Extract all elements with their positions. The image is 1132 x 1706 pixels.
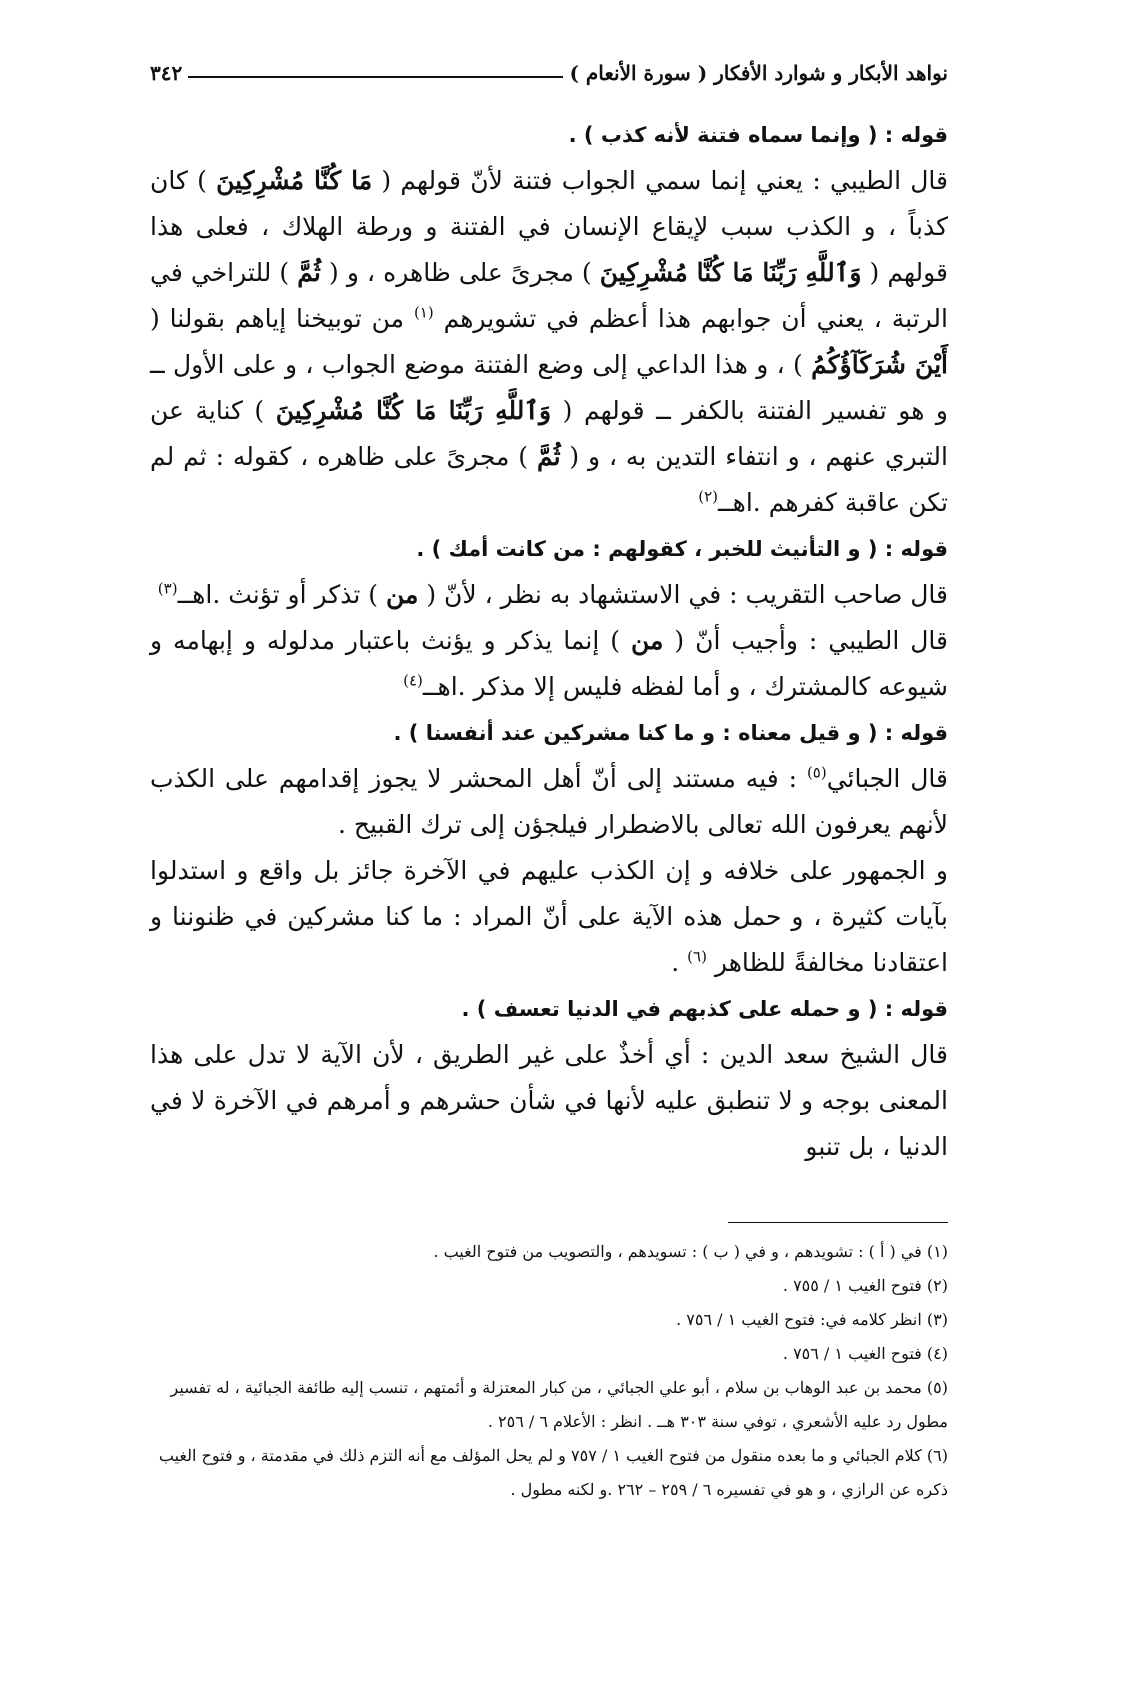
footnote: (٤) فتوح الغيب ١ / ٧٥٦ . <box>782 1344 948 1363</box>
text-run: ) مجرىً على ظاهره ، و ( <box>328 258 592 287</box>
footnote: (٣) انظر كلامه في: فتوح الغيب ١ / ٧٥٦ . <box>676 1310 948 1329</box>
text-run: . <box>671 948 680 977</box>
running-header <box>150 56 948 90</box>
paragraph <box>150 848 948 986</box>
text-run: ) إنما يذكر و يؤنث باعتبار مدلوله و إبهامه و شيوعه كالمشترك ، و أما لفظه فليس إلا مذكر .اهــ <box>150 626 948 701</box>
bold-term: من <box>385 580 419 609</box>
paragraph: قال الشيخ سعد الدين : أي أخذٌ على غير الطريق ، لأن الآية لا تدل على هذا المعنى بوجه و لا تنطبق عليه لأنها في شأن حشرهم و أمرهم في الآخرة لا في الدنيا ، بل تنبو <box>150 1040 948 1161</box>
section-heading: قوله : ( و حمله على كذبهم في الدنيا تعسف ) . <box>461 997 948 1021</box>
text-run: قال الطيبي : وأجيب أنّ ( <box>674 626 948 655</box>
text-run: قال الطيبي : يعني إنما سمي الجواب فتنة لأنّ قولهم ( <box>381 166 948 195</box>
header-title: نواهد الأبكار و شوارد الأفكار ( سورة الأنعام ) <box>569 61 948 85</box>
footnote-ref[interactable]: (٢) <box>698 487 719 506</box>
footnote-ref[interactable]: (٤) <box>403 671 423 690</box>
text-run: قال صاحب التقريب : في الاستشهاد به نظر ، لأنّ ( <box>426 580 948 609</box>
footnote: (٥) محمد بن عبد الوهاب بن سلام ، أبو علي الجبائي ، من كبار المعتزلة و أئمتهم ، تنسب إليه طائفة الجبائية ، له تفسير مطول رد عليه الأشعري ، توفي سنة ٣٠٣ هــ . انظر : الأعلام ٦ / ٢٥٦ . <box>170 1378 948 1431</box>
section-heading: قوله : ( و التأنيث للخبر ، كقولهم : من كانت أمك ) . <box>416 537 948 561</box>
paragraph <box>150 572 948 618</box>
footnote: (٦) كلام الجبائي و ما بعده منقول من فتوح الغيب ١ / ٧٥٧ و لم يحل المؤلف مع أنه التزم ذلك في مقدمتة ، و فتوح الغيب ذكره عن الرازي ، و هو في تفسيره ٦ / ٢٥٩ – ٢٦٢ .و لكنه مطول . <box>158 1446 948 1499</box>
footnote-ref[interactable]: (١) <box>413 303 434 322</box>
quran-quote: ثُمَّ <box>536 442 561 471</box>
text-run: ) كان كذباً ، و الكذب سبب لإيقاع الإنسان في الفتنة و ورطة الهلاك ، فعلى هذا قولهم ( <box>150 166 949 287</box>
header-rule <box>188 76 563 78</box>
text-run: ) ، و هذا الداعي إلى وضع الفتنة موضع الجواب ، و على الأول ــ و هو تفسير الفتنة بالكفر ــ قولهم ( <box>150 350 948 425</box>
quran-quote: ثُمَّ <box>297 258 321 287</box>
quran-quote: أَيْنَ شُرَكَآؤُكُمُ <box>811 350 948 379</box>
footnote-ref[interactable]: (٦) <box>687 947 707 966</box>
quran-quote: وَٱللَّهِ رَبِّنَا مَا كُنَّا مُشْرِكِينَ <box>275 396 552 425</box>
section-heading: قوله : ( وإنما سماه فتنة لأنه كذب ) . <box>568 123 948 147</box>
footnote-ref[interactable]: (٣) <box>157 579 178 598</box>
text-run: ) مجرىً على ظاهره ، كقوله : ثم لم تكن عاقبة كفرهم .اهــ <box>150 442 948 517</box>
text-run: : فيه مستند إلى أنّ أهل المحشر لا يجوز إقدامهم على الكذب لأنهم يعرفون الله تعالى بالاضطرار فيلجؤن إلى ترك القبيح . <box>150 764 948 839</box>
text-run: ) تذكر أو تؤنث .اهــ <box>177 580 379 609</box>
footnotes <box>150 1235 948 1507</box>
footnote-separator <box>728 1222 948 1223</box>
footnote-ref[interactable]: (٥) <box>806 763 827 782</box>
text-run: ) كناية عن التبري عنهم ، و انتفاء التدين به ، و ( <box>150 396 948 471</box>
bold-term: من <box>630 626 664 655</box>
footnote: (٢) فتوح الغيب ١ / ٧٥٥ . <box>782 1276 948 1295</box>
page <box>150 56 948 1507</box>
main-text <box>150 112 948 1170</box>
footnote: (١) في ( أ ) : تشويدهم ، و في ( ب ) : تسويدهم ، والتصويب من فتوح الغيب . <box>433 1242 948 1261</box>
text-run: ) للتراخي في الرتبة ، يعني أن جوابهم هذا أعظم في تشويرهم <box>150 258 948 333</box>
section-heading: قوله : ( و قيل معناه : و ما كنا مشركين عند أنفسنا ) . <box>393 721 948 745</box>
text-run: و الجمهور على خلافه و إن الكذب عليهم في الآخرة جائز بل واقع و استدلوا بآيات كثيرة ، و حمل هذه الآية على أنّ المراد : ما كنا مشركين في ظنوننا و اعتقادنا مخالفةً للظاهر <box>150 856 948 977</box>
text-run: من توبيخنا إياهم بقولنا ( <box>150 304 405 333</box>
quran-quote: وَٱللَّهِ رَبِّنَا مَا كُنَّا مُشْرِكِينَ <box>599 258 862 287</box>
text-run: قال الجبائي <box>826 764 949 793</box>
paragraph <box>150 158 948 526</box>
quran-quote: مَا كُنَّا مُشْرِكِينَ <box>216 166 373 195</box>
paragraph <box>150 618 948 710</box>
paragraph <box>150 756 948 848</box>
page-number: ٣٤٢ <box>150 61 183 85</box>
